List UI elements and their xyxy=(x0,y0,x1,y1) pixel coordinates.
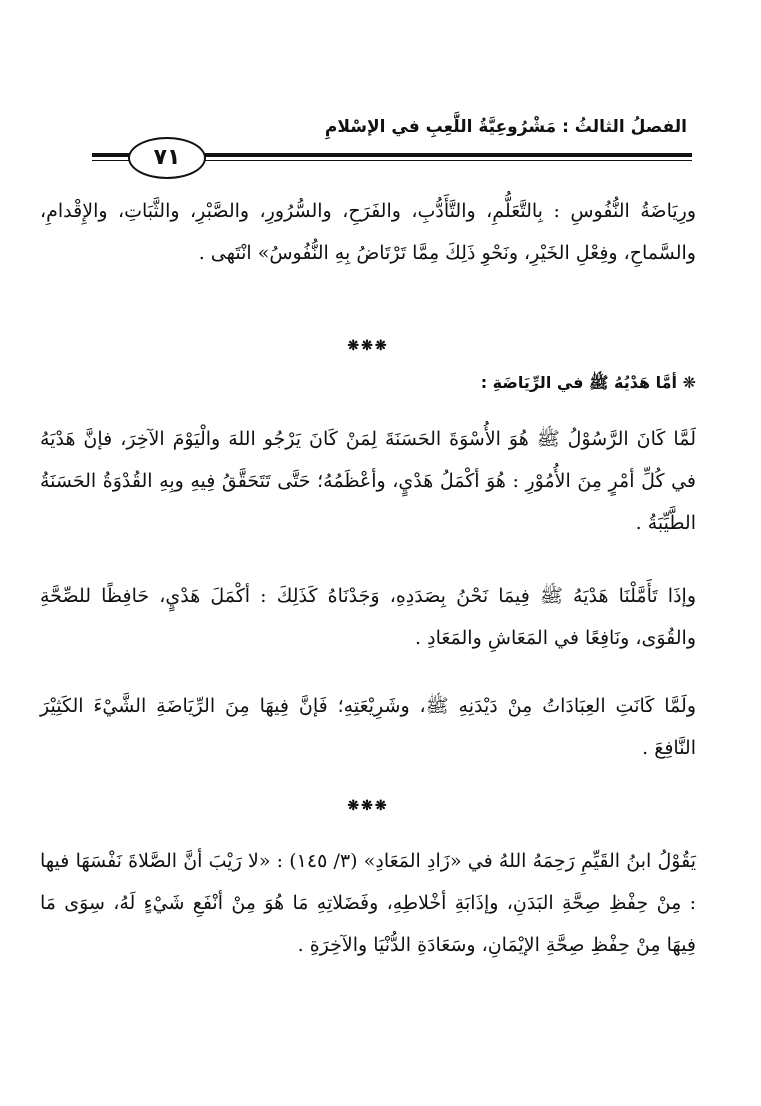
section-separator-1: ❋❋❋ xyxy=(347,338,389,354)
paragraph-1: ورِيَاضَةُ النُّفُوسِ : بِالتَّعَلُّمِ، والتَّأَدُّبِ، والفَرَحِ، والسُّرُورِ، والصَّبْرِ، والثَّبَاتِ، والإِقْدامِ، والسَّماحِ، وفِعْلِ الخَيْرِ، ونَحْوِ ذَلِكَ مِمَّا تَرْتَاضُ بِهِ النُّفُوسُ» انْتَهى . xyxy=(40,200,696,264)
paragraph-3: وإذَا تَأَمَّلْنَا هَدْيَهُ ﷺ فِيمَا نَحْنُ بِصَدَدِهِ، وَجَدْنَاهُ كَذَلِكَ : أكْمَلَ هَدْيٍ، حَافِظًا للصِّحَّةِ والقُوَى، ونَافِعًا في المَعَاشِ والمَعَادِ . xyxy=(40,585,696,649)
paragraph-2: لَمَّا كَانَ الرَّسُوْلُ ﷺ هُوَ الأُسْوَةَ الحَسَنَةَ لِمَنْ كَانَ يَرْجُو اللهَ والْيَوْمَ الآخِرَ، فإنَّ هَدْيَهُ في كُلِّ أمْرٍ مِنَ الأُمُوْرِ : هُوَ أكْمَلُ هَدْيٍ، وأعْظَمُهُ؛ حَتَّى تَتَحَقَّقُ فِيهِ وبِهِ القُدْوَةُ الحَسَنَةُ الطَّيِّبَةُ . xyxy=(40,428,696,534)
page-number: ٧١ xyxy=(128,137,206,179)
section-heading: ❋ أمَّا هَدْيُهُ ﷺ في الرِّيَاضَةِ : xyxy=(480,373,696,392)
paragraph-4: ولَمَّا كَانَتِ العِبَادَاتُ مِنْ دَيْدَنِهِ ﷺ، وشَرِيْعَتِهِ؛ فَإنَّ فِيهَا مِنَ الرِّيَاضَةِ الشَّيْءَ الكَثِيْرَ النَّافِعَ . xyxy=(40,695,696,759)
page-body xyxy=(40,190,696,1010)
page-header xyxy=(92,112,692,182)
chapter-title: الفصلُ الثالثُ : مَشْرُوعِيَّةُ اللَّعِبِ في الإسْلامِ xyxy=(324,117,687,137)
section-separator-2: ❋❋❋ xyxy=(347,798,389,814)
paragraph-5: يَقُوْلُ ابنُ القَيِّمِ رَحِمَهُ اللهُ في «زَادِ المَعَادِ» (٣/ ١٤٥) : «لا رَيْبَ أنَّ الصَّلاةَ نَفْسَهَا فيها : مِنْ حِفْظِ صِحَّةِ البَدَنِ، وإذَابَةِ أخْلاطِهِ، وفَضَلاتِهِ مَا هُوَ مِنْ أنْفَعِ شَيْءٍ لَهُ، سِوَى مَا فِيهَا مِنْ حِفْظِ صِحَّةِ الإيْمَانِ، وسَعَادَةِ الدُّنْيَا والآخِرَةِ . xyxy=(40,850,696,956)
